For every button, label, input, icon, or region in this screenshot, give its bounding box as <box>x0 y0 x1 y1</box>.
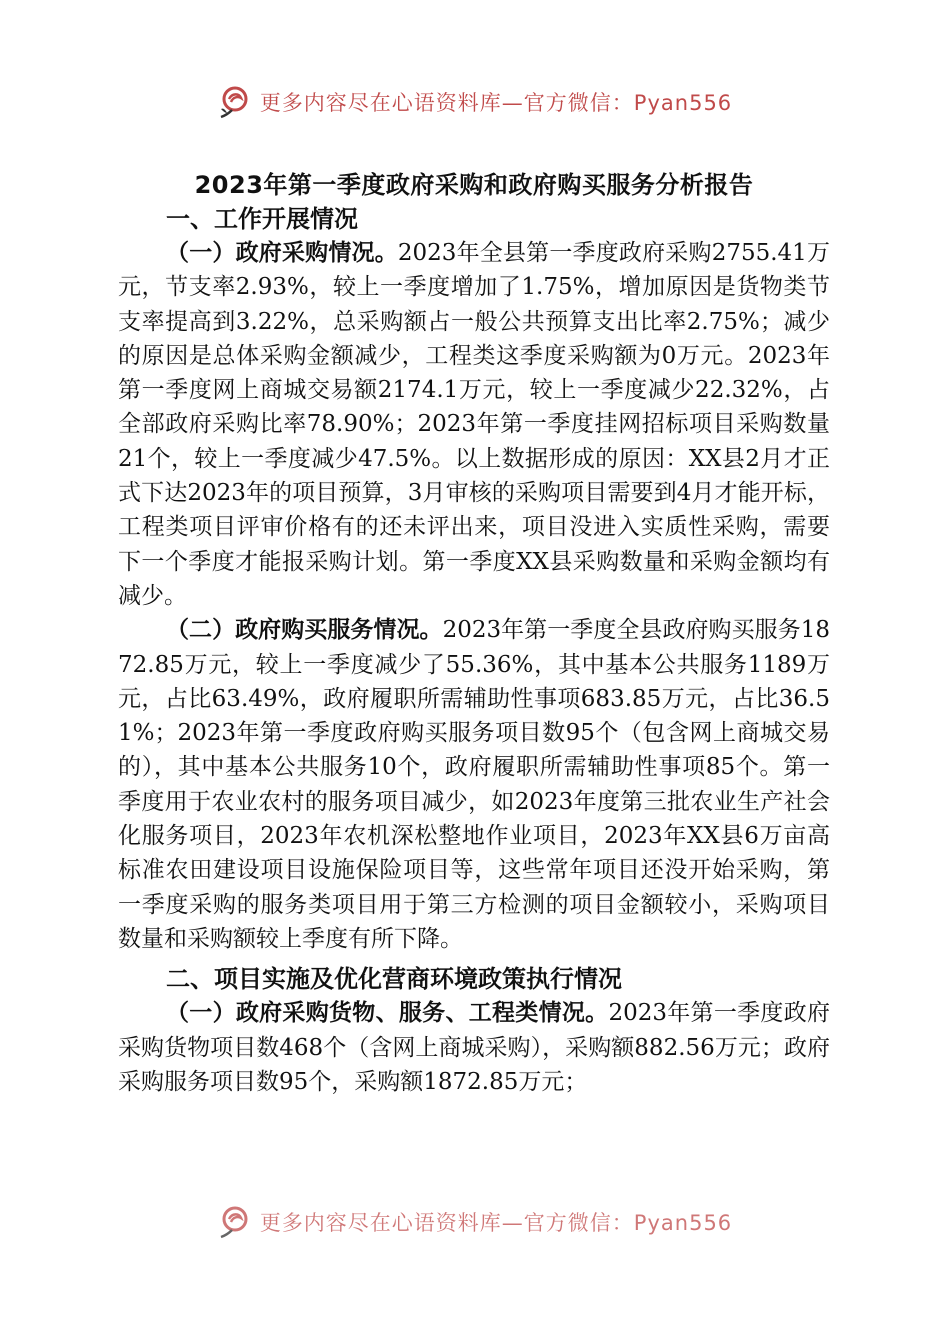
watermark-text: 更多内容尽在心语资料库—官方微信：Pyan556 <box>259 91 733 115</box>
watermark-text: 更多内容尽在心语资料库—官方微信：Pyan556 <box>259 1211 733 1235</box>
document-title: 2023年第一季度政府采购和政府购买服务分析报告 <box>194 171 754 199</box>
paragraph-lead: （一）政府采购情况。 <box>166 240 398 266</box>
section-heading-2: 二、项目实施及优化营商环境政策执行情况 <box>166 965 622 994</box>
paragraph-text: 2023年全县第一季度政府采购2755.41万元，节支率2.93%，较上一季度增加了1.75%，增加原因是货物类节支率提高到3.22%，总采购额占一般公共预算支出比率2.75%；减少的原因是总体采购金额减少，工程类这季度采购额为0万元。2023年第一季度网上商城交易额2174.1万元，较上一季度减少22.32%，占全部政府采购比率78.90%；2023年第一季度挂网招标项目采购数量21个，较上一季度减少47.5%。以上数据形成的原因：XX县2月才正式下达2023年的项目预算，3月审核的采购项目需要到4月才能开标，工程类项目评审价格有的还未评出来，项目没进入实质性采购，需要下一个季度才能报采购计划。第一季度XX县采购数量和采购金额均有减少。 <box>118 240 830 609</box>
document-body <box>118 168 830 1099</box>
watermark-banner-bottom <box>0 1202 950 1242</box>
paragraph-text: 2023年第一季度政府采购货物项目数468个（含网上商城采购），采购额882.56万元；政府采购服务项目数95个，采购额1872.85万元； <box>118 1000 830 1095</box>
rose-logo-icon <box>218 84 254 120</box>
paragraph-service-purchase <box>118 613 830 956</box>
paragraph-lead: （二）政府购买服务情况。 <box>166 617 443 644</box>
paragraph-goods-services-works <box>118 996 830 1099</box>
paragraph-text: 2023年第一季度全县政府购买服务1872.85万元，较上一季度减少了55.36%，其中基本公共服务1189万元，占比63.49%，政府履职所需辅助性事项683.85万元，占比36.51%；2023年第一季度政府购买服务项目数95个（包含网上商城交易的），其中基本公共服务10个，政府履职所需辅助性事项85个。第一季度用于农业农村的服务项目减少，如2023年度第三批农业生产社会化服务项目，2023年农机深松整地作业项目，2023年XX县6万亩高标准农田建设项目设施保险项目等，这些常年项目还没开始采购，第一季度采购的服务类项目用于第三方检测的项目金额较小，采购项目数量和采购额较上季度有所下降。 <box>118 617 831 952</box>
rose-logo-icon <box>218 1204 254 1240</box>
paragraph-procurement <box>118 236 830 613</box>
section-heading-1: 一、工作开展情况 <box>166 205 358 233</box>
paragraph-lead: （一）政府采购货物、服务、工程类情况。 <box>166 1000 609 1027</box>
watermark-banner-top <box>0 82 950 122</box>
